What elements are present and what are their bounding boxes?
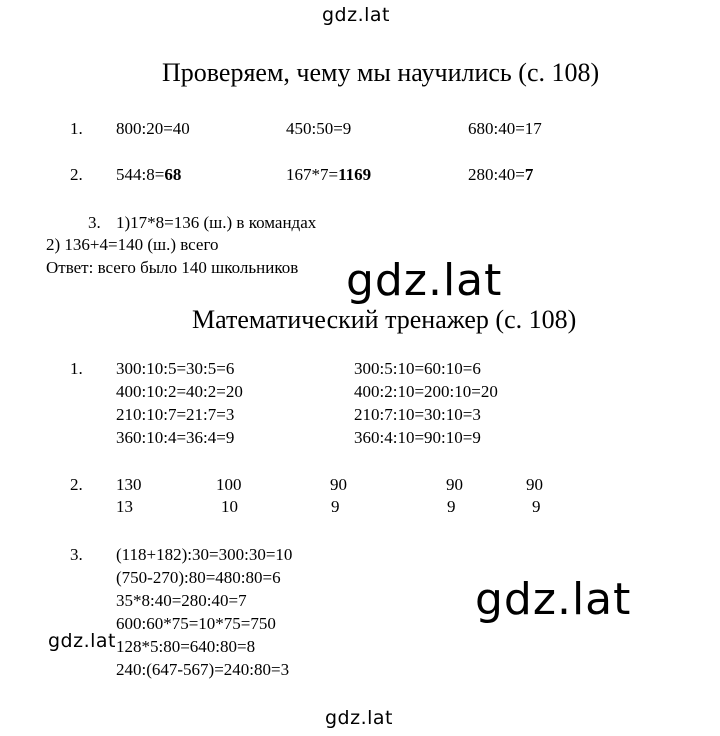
watermark-middle: gdz.lat — [346, 255, 503, 306]
section2-title: Математический тренажер (с. 108) — [192, 305, 577, 334]
task1-item: 800:20=40 — [116, 119, 190, 138]
trainer1-right-line: 210:7:10=30:10=3 — [354, 405, 481, 424]
watermark-top: gdz.lat — [322, 4, 391, 26]
trainer3-line: 128*5:80=640:80=8 — [116, 637, 256, 656]
trainer1-left-line: 210:10:7=21:7=3 — [116, 405, 235, 424]
trainer3-line: 600:60*75=10*75=750 — [116, 614, 276, 633]
trainer3-line: (118+182):30=300:30=10 — [116, 545, 293, 564]
task2-item: 167*7=1169 — [286, 165, 372, 184]
task2-answer: 68 — [164, 165, 182, 184]
trainer1-left-line: 400:10:2=40:2=20 — [116, 382, 243, 401]
watermark-left: gdz.lat — [48, 630, 117, 652]
task2-number: 2. — [70, 165, 83, 184]
trainer2-bottom-value: 9 — [447, 497, 456, 516]
task2-item: 280:40=7 — [468, 165, 534, 184]
trainer2-top-value: 90 — [446, 475, 463, 494]
task1-number: 1. — [70, 119, 83, 138]
trainer1-right-line: 400:2:10=200:10=20 — [354, 382, 498, 401]
trainer3-line: 240:(647-567)=240:80=3 — [116, 660, 290, 679]
trainer1-left-line: 360:10:4=36:4=9 — [116, 428, 235, 447]
watermark-right: gdz.lat — [475, 574, 632, 625]
trainer2-top-value: 130 — [116, 475, 142, 494]
trainer2-bottom-value: 13 — [116, 497, 133, 516]
trainer1-right-line: 300:5:10=60:10=6 — [354, 359, 481, 378]
task2-answer: 7 — [524, 165, 534, 184]
task3-answer-line: Ответ: всего было 140 школьников — [46, 258, 299, 277]
task1-item: 450:50=9 — [286, 119, 352, 138]
trainer2-bottom-value: 9 — [331, 497, 340, 516]
trainer3-line: (750-270):80=480:80=6 — [116, 568, 281, 587]
trainer1-left-line: 300:10:5=30:5=6 — [116, 359, 235, 378]
task3-number: 3. — [88, 213, 101, 232]
trainer2-number: 2. — [70, 475, 83, 494]
trainer2-top-value: 100 — [216, 475, 242, 494]
trainer1-right-line: 360:4:10=90:10=9 — [354, 428, 481, 447]
trainer2-bottom-value: 10 — [221, 497, 238, 516]
task3-line: 2) 136+4=140 (ш.) всего — [46, 235, 219, 254]
trainer2-top-value: 90 — [526, 475, 543, 494]
watermark-bottom: gdz.lat — [325, 707, 394, 729]
task2-item: 544:8=68 — [116, 165, 182, 184]
trainer3-line: 35*8:40=280:40=7 — [116, 591, 247, 610]
task1-item: 680:40=17 — [468, 119, 542, 138]
task2-answer: 1169 — [338, 165, 372, 184]
section1-title: Проверяем, чему мы научились (с. 108) — [162, 58, 600, 87]
trainer2-top-value: 90 — [330, 475, 347, 494]
trainer2-bottom-value: 9 — [532, 497, 541, 516]
trainer3-number: 3. — [70, 545, 83, 564]
task3-line: 1)17*8=136 (ш.) в командах — [116, 213, 317, 232]
trainer1-number: 1. — [70, 359, 83, 378]
